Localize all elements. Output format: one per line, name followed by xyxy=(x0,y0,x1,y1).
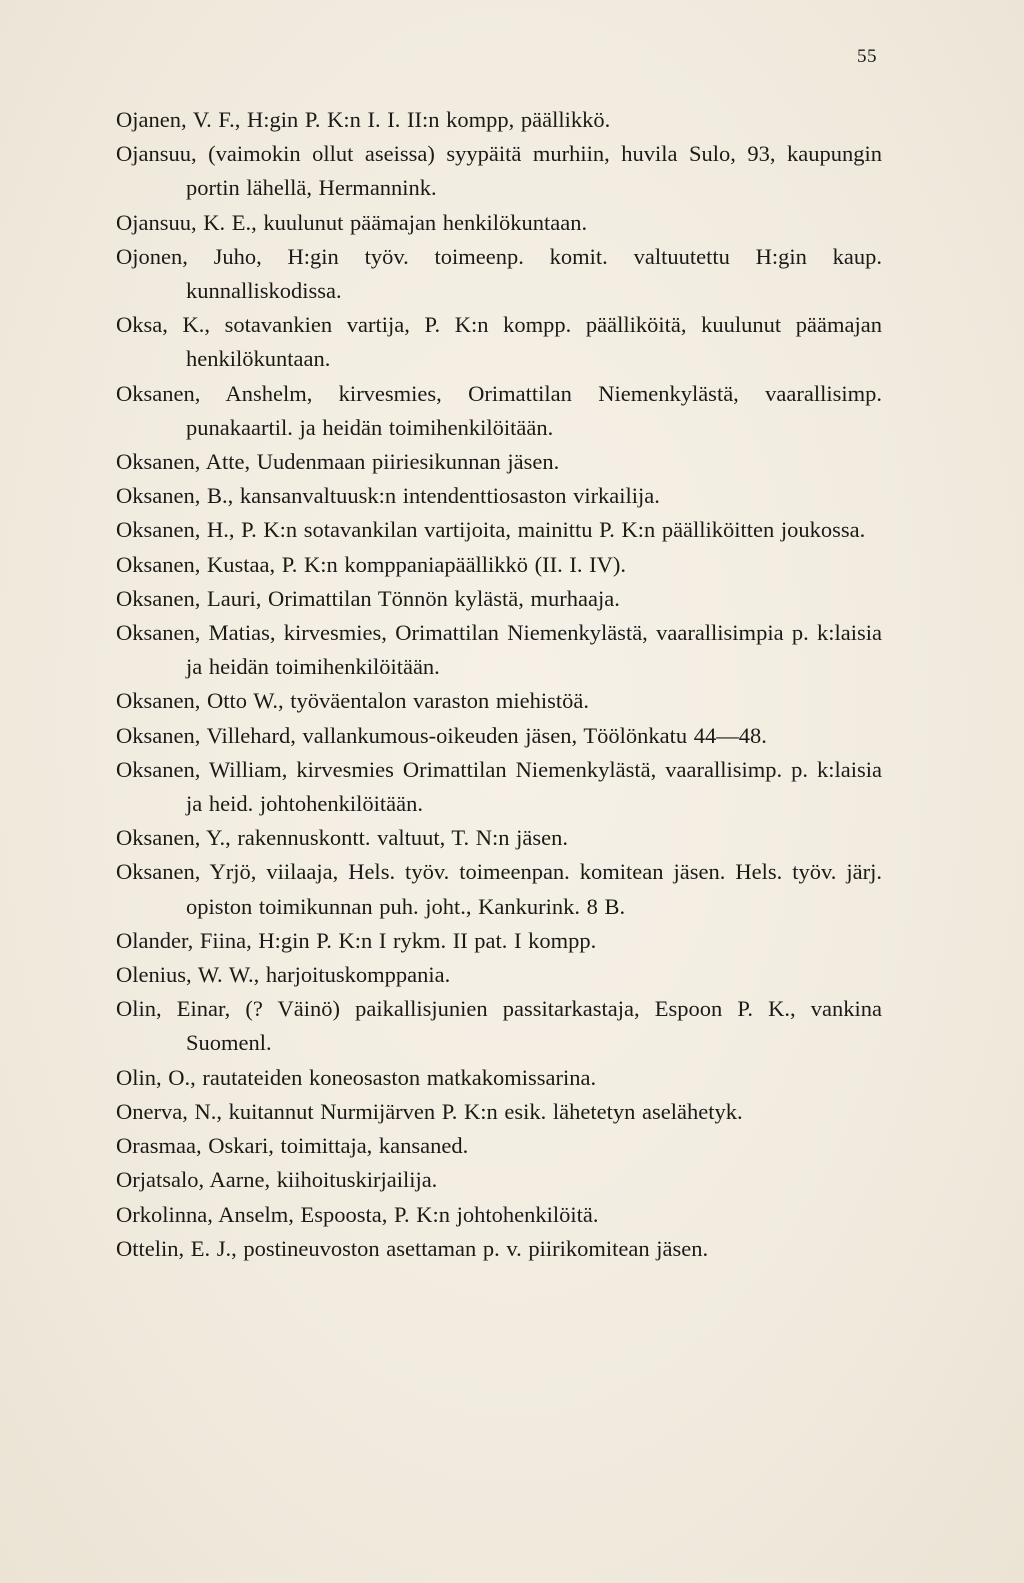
list-entry: Oksanen, Y., rakennuskontt. valtuut, T. N:n jäsen. xyxy=(116,825,568,851)
list-entry: Ojanen, V. F., H:gin P. K:n I. I. II:n kompp, päällikkö. xyxy=(116,107,611,132)
entry-list xyxy=(116,103,882,1266)
list-entry: Orjatsalo, Aarne, kiihoituskirjailija. xyxy=(116,1167,438,1193)
list-entry: Oksanen, Yrjö, viilaaja, Hels. työv. toimeenpan. komitean jäsen. Hels. työv. järj. opiston toimikunnan puh. joht., Kankurink. 8 B. xyxy=(116,859,882,919)
list-entry: Oksanen, Anshelm, kirvesmies, Orimattilan Niemenkylästä, vaarallisimp. punakaartil. ja heidän toimihenkilöitään. xyxy=(116,380,882,440)
list-entry: Oksanen, B., kansanvaltuusk:n intendenttiosaston virkailija. xyxy=(116,483,660,509)
list-entry: Oksanen, Atte, Uudenmaan piiriesikunnan jäsen. xyxy=(116,449,560,475)
list-entry: Oksanen, Kustaa, P. K:n komppaniapäällikkö (II. I. IV). xyxy=(116,551,627,577)
list-entry: Ojansuu, (vaimokin ollut aseissa) syypäitä murhiin, huvila Sulo, 93, kaupungin portin lähellä, Hermannink. xyxy=(116,141,882,201)
list-entry: Oksanen, Villehard, vallankumous-oikeuden jäsen, Töölönkatu 44—48. xyxy=(116,722,767,748)
list-entry: Onerva, N., kuitannut Nurmijärven P. K:n esik. lähetetyn aselähetyk. xyxy=(116,1098,743,1124)
list-entry: Oksanen, H., P. K:n sotavankilan vartijoita, mainittu P. K:n päälliköitten joukossa. xyxy=(116,517,866,543)
list-entry: Olenius, W. W., harjoituskomppania. xyxy=(116,962,451,988)
list-entry: Oksanen, Otto W., työväentalon varaston miehistöä. xyxy=(116,688,590,714)
list-entry: Oksa, K., sotavankien vartija, P. K:n kompp. päälliköitä, kuulunut päämajan henkilökuntaan. xyxy=(116,312,882,372)
list-entry: Oksanen, Lauri, Orimattilan Tönnön kylästä, murhaaja. xyxy=(116,585,620,611)
page-number: 55 xyxy=(857,46,877,67)
list-entry: Ojonen, Juho, H:gin työv. toimeenp. komit. valtuutettu H:gin kaup. kunnalliskodissa. xyxy=(116,243,882,304)
list-entry: Oksanen, William, kirvesmies Orimattilan Niemenkylästä, vaarallisimp. p. k:laisia ja heid. johtohenkilöitään. xyxy=(116,756,882,817)
list-entry: Ojansuu, K. E., kuulunut päämajan henkilökuntaan. xyxy=(116,209,588,235)
list-entry: Olin, Einar, (? Väinö) paikallisjunien passitarkastaja, Espoon P. K., vankina Suomenl. xyxy=(116,996,882,1056)
list-entry: Ottelin, E. J., postineuvoston asettaman p. v. piirikomitean jäsen. xyxy=(116,1235,709,1261)
list-entry: Orasmaa, Oskari, toimittaja, kansaned. xyxy=(116,1133,469,1159)
list-entry: Oksanen, Matias, kirvesmies, Orimattilan Niemenkylästä, vaarallisimpia p. k:laisia ja heidän toimihenkilöitään. xyxy=(116,620,882,680)
list-entry: Orkolinna, Anselm, Espoosta, P. K:n johtohenkilöitä. xyxy=(116,1201,599,1227)
list-entry: Olander, Fiina, H:gin P. K:n I rykm. II pat. I kompp. xyxy=(116,927,597,953)
list-entry: Olin, O., rautateiden koneosaston matkakomissarina. xyxy=(116,1064,597,1090)
